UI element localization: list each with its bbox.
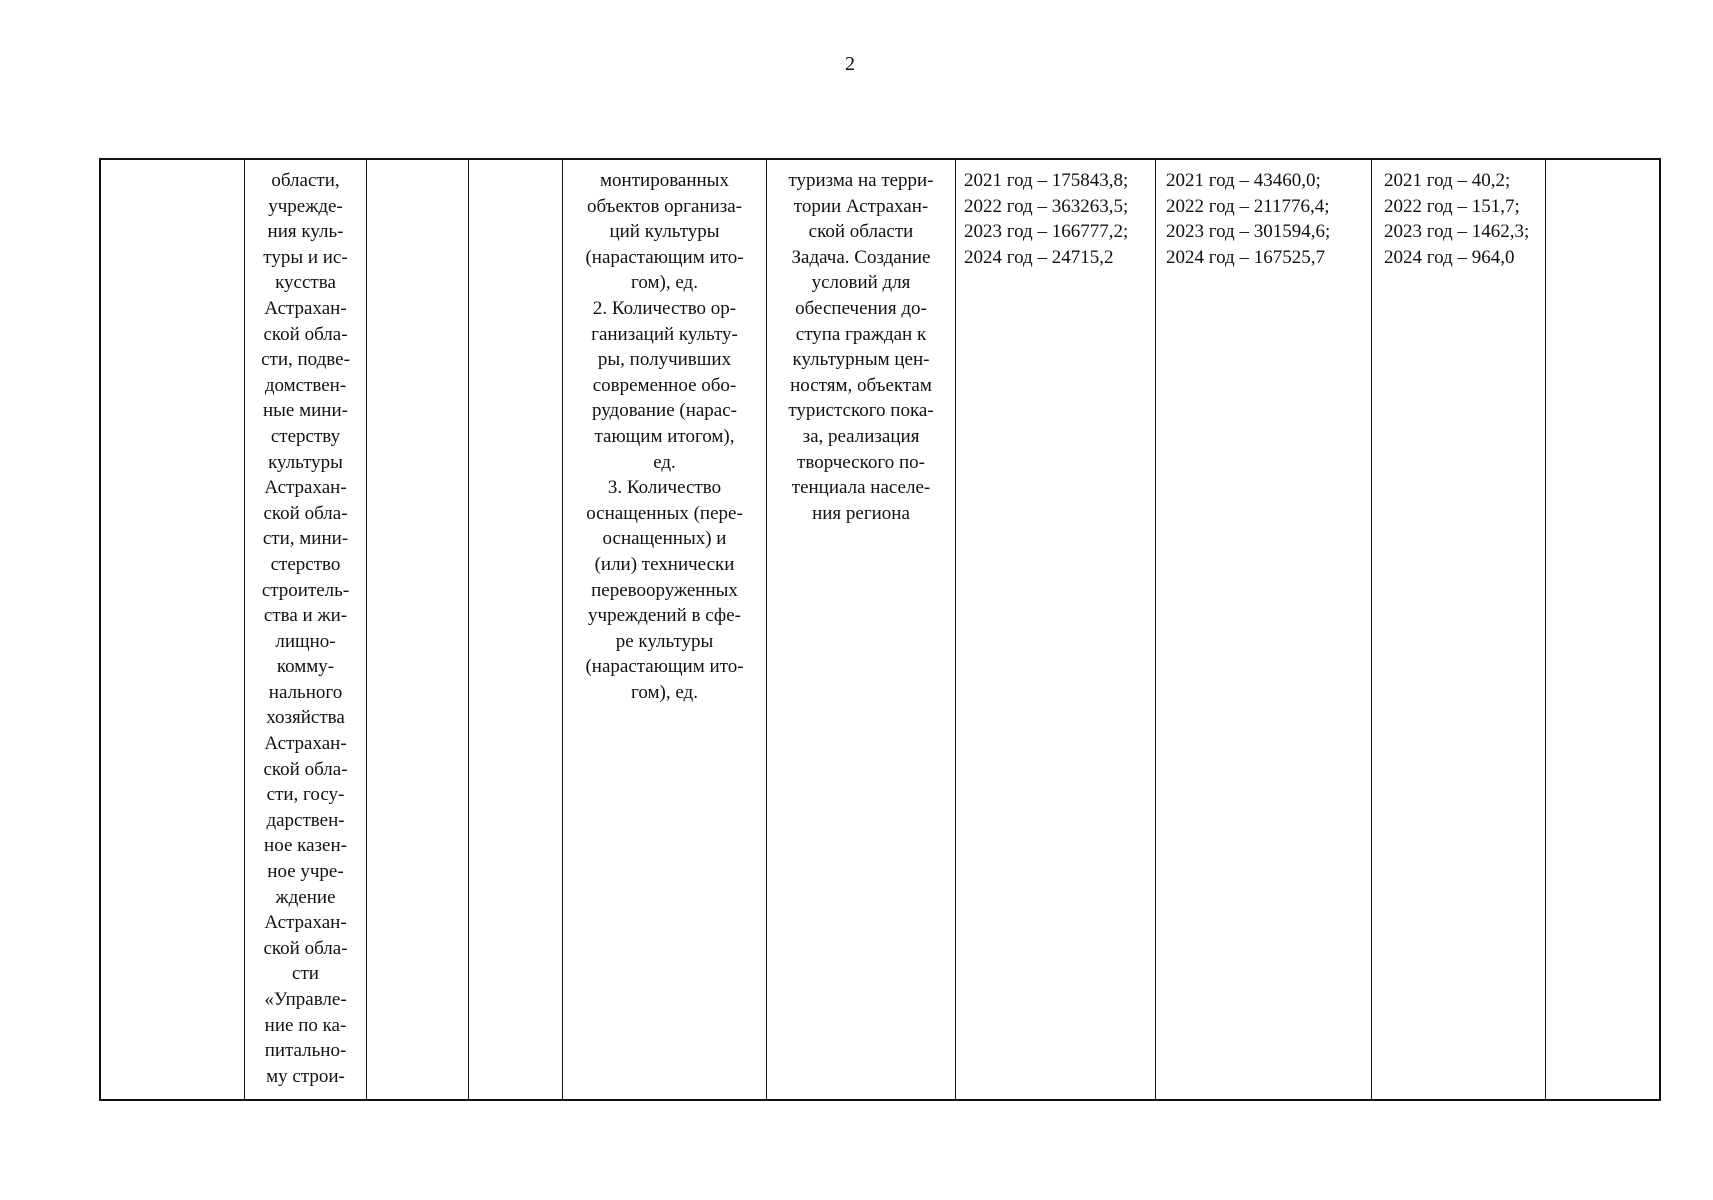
page-number: 2	[845, 53, 855, 75]
table-cell-text: 2021 год – 43460,0; 2022 год – 211776,4; 2023 год – 301594,6; 2024 год – 167525,7	[1166, 170, 1331, 268]
table-cell-text: 2021 год – 40,2; 2022 год – 151,7; 2023 год – 1462,3; 2024 год – 964,0	[1384, 170, 1530, 268]
table-cell-funding-column-9	[1372, 160, 1546, 1099]
table-cell-column-3	[367, 160, 469, 1099]
table-cell-column-4	[469, 160, 563, 1099]
table-cell-text: 2021 год – 175843,8; 2022 год – 363263,5; 2023 год – 166777,2; 2024 год – 24715,2	[964, 170, 1129, 268]
data-table	[99, 158, 1661, 1101]
table-cell-responsible-executors	[245, 160, 367, 1099]
table-cell-funding-column-7	[956, 160, 1156, 1099]
table-cell-goal-and-task	[767, 160, 956, 1099]
table-cell-text: области, учрежде- ния куль- туры и ис- кусства Астрахан- ской обла- сти, подве- домствен- ные мини- стерству культуры Астрахан- ской обла- сти, мини- стерство строитель- ства и жи- лищно- комму- нального хозяйства Астрахан- ской обла- сти, госу- дарствен- ное казен- ное учре- ждение Астрахан- ской обла- сти «Управле- ние по ка- питально- му строи-	[261, 170, 350, 1087]
table-cell-indicators	[563, 160, 767, 1099]
table-cell-column-10	[1546, 160, 1659, 1099]
table-cell-column-1	[101, 160, 245, 1099]
table-cell-text: туризма на терри- тории Астрахан- ской области Задача. Создание условий для обеспечения до- ступа граждан к культурным цен- ностям, объектам туристского пока- за, реализация творческого по- тенциала населе- ния региона	[788, 170, 934, 524]
table-cell-text: монтированных объектов организа- ций культуры (нарастающим ито- гом), ед. 2. Количество ор- ганизаций культу- ры, получивших современное обо- рудование (нарас- тающим итогом), ед. 3. Количество оснащенных (пере- оснащенных) и (или) технически перевооруженных учреждений в сфе- ре культуры (нарастающим ито- гом), ед.	[585, 170, 744, 703]
table-cell-funding-column-8	[1156, 160, 1372, 1099]
